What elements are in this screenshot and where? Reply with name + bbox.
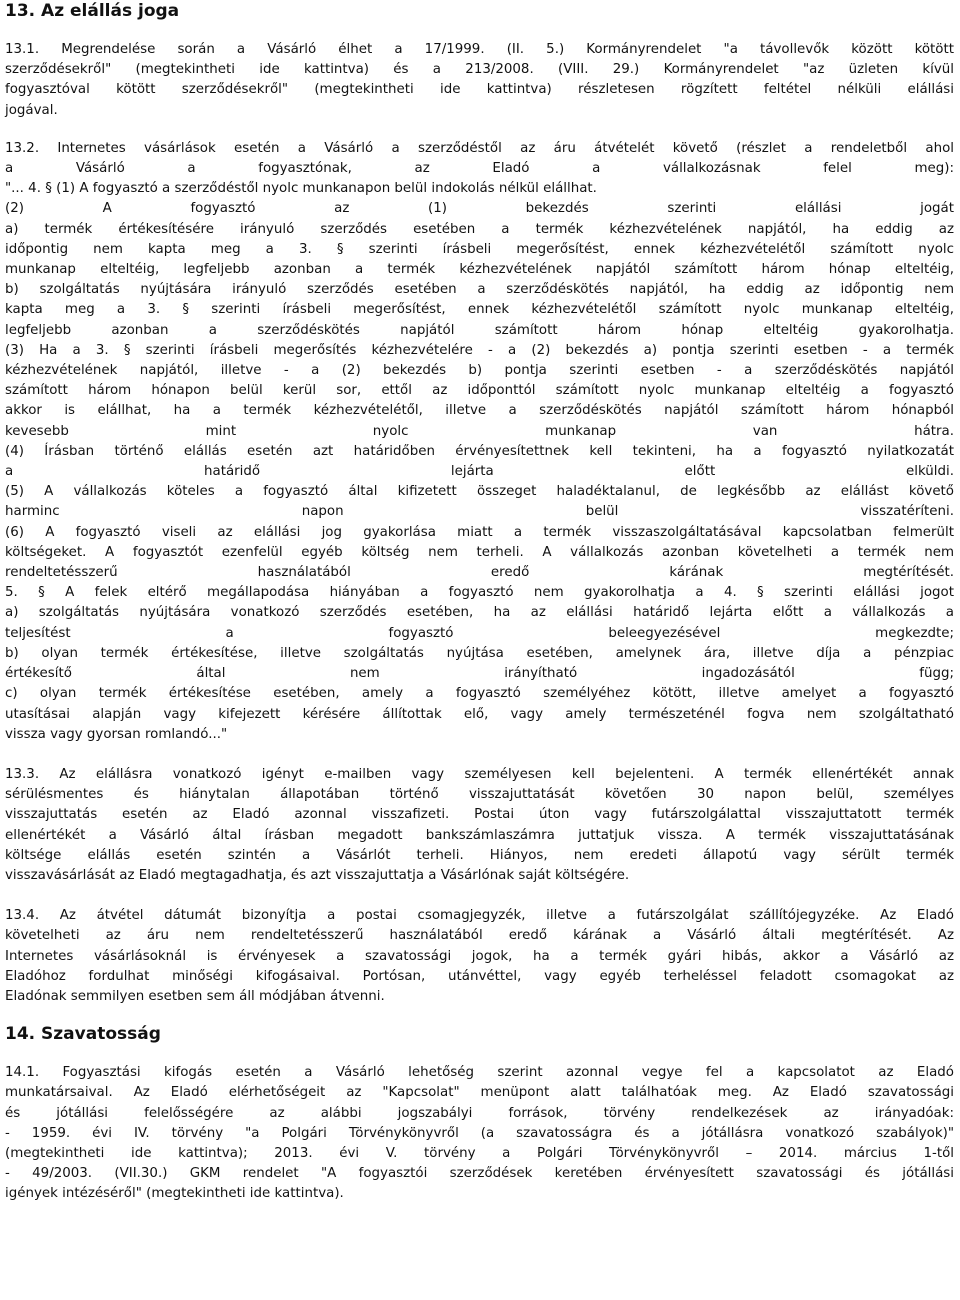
paragraph-13-3 <box>5 765 954 886</box>
text-line: költségeket. A fogyasztót ezenfelül egyéb költség nem terheli. A vállalkozás azonban követelheti a termék nem <box>5 544 954 560</box>
text-line: (5) A vállalkozás köteles a fogyasztó által kifizetett összeget haladéktalanul, de legkésőbb az elállást követő <box>5 484 954 500</box>
text-line: harminc napon belül visszatéríteni. <box>5 504 954 520</box>
text-line: fogyasztóval kötött szerződésekről" (megtekintheti ide kattintva) részletesen rögzített feltétel nélküli elállási <box>5 82 954 98</box>
text-line: a határidő lejárta előtt elküldi. <box>5 464 954 480</box>
text-line: c) olyan termék értékesítése esetében, amely a fogyasztó személyéhez kötött, illetve amelyet a fogyasztó <box>5 686 954 702</box>
text-line: 13.2. Internetes vásárlások esetén a Vásárló a szerződéstől az áru átvételét követő (részlet a rendeletből ahol <box>5 140 954 156</box>
text-line: Eladóhoz fordulhat minőségi kifogásaival. Portósan, utánvéttel, vagy egyéb terheléssel feladott csomagokat az <box>5 968 954 984</box>
text-line: számított három hónapon belül kerül sor, ettől az időponttól számított nyolc munkanap elteltéig a fogyasztó <box>5 383 954 399</box>
text-line: ellenértékét a Vásárló által írásban megadott bankszámlaszámra juttatjuk vissza. A termék visszajuttatásának <box>5 827 954 843</box>
text-line: költsége elállás esetén szintén a Vásárlót terheli. Hiányos, nem eredeti állapotú vagy sérült termék <box>5 847 954 863</box>
text-line: visszajuttatás esetén az Eladó azonnal visszafizeti. Postai úton vagy futárszolgálattal visszajuttatott termék <box>5 807 954 823</box>
text-line: utasításai alapján vagy kifejezett kérésére állítottak elő, vagy amely természeténél fogva nem szolgáltatható <box>5 706 954 722</box>
paragraph-13-2 <box>5 139 954 745</box>
text-line: kapta meg a 3. § szerinti írásbeli megerősítést, ennek kézhezvételétől számított nyolc munkanap elteltéig, <box>5 302 954 318</box>
text-line: rendeltetésszerű használatából eredő kárának megtérítését. <box>5 565 954 581</box>
text-line: időpontig nem kapta meg a 3. § szerinti írásbeli megerősítést, ennek kézhezvételétől számított nyolc <box>5 241 954 257</box>
text-line: teljesítést a fogyasztó beleegyezésével megkezdte; <box>5 625 954 641</box>
text-line: (3) Ha a 3. § szerinti írásbeli megerősítés kézhezvételére - a (2) bekezdés a) pontja szerinti esetben - a termék <box>5 342 954 358</box>
text-line: 5. § A felek eltérő megállapodása hiányában a fogyasztó nem gyakorolhatja a 4. § szerinti elállási jogot <box>5 585 954 601</box>
text-line: kevesebb mint nyolc munkanap van hátra. <box>5 423 954 439</box>
text-line: 14.1. Fogyasztási kifogás esetén a Vásárló lehetőség szerint azonnal vegye fel a kapcsolatot az Eladó <box>5 1065 954 1081</box>
text-line: - 1959. évi IV. törvény "a Polgári Törvénykönyvről (a szavatosságra és a jótállásra vonatkozó szabályok)" <box>5 1125 954 1141</box>
text-line: 13.3. Az elállásra vonatkozó igényt e-mailben vagy személyesen kell bejelenteni. A termék ellenértékét annak <box>5 766 954 782</box>
text-line: 13.4. Az átvétel dátumát bizonyítja a postai csomagjegyzék, illetve a futárszolgálat szállítójegyzéke. Az Eladó <box>5 908 954 924</box>
text-line: visszavásárlását az Eladó megtagadhatja, és azt visszajuttatja a Vásárlónak saját költségére. <box>5 867 630 883</box>
text-line: munkanap elteltéig, legfeljebb azonban a termék kézhezvételének napjától számított három hónap elteltéig, <box>5 262 954 278</box>
section-14-title: 14. Szavatosság <box>5 1024 161 1045</box>
text-line: b) szolgáltatás nyújtására irányuló szerződés esetében a szerződéskötés napjától, ha eddig az időpontig nem <box>5 282 954 298</box>
text-line: (2) A fogyasztó az (1) bekezdés szerinti elállási jogát <box>5 201 954 217</box>
text-line: legfeljebb azonban a szerződéskötés napjától számított három hónap elteltéig gyakorolhatja. <box>5 322 954 338</box>
text-line: követelheti az áru nem rendeltetésszerű használatából eredő kárának a Vásárló általi megtérítését. Az <box>5 928 954 944</box>
text-line: jogával. <box>5 102 58 118</box>
text-line: vissza vagy gyorsan romlandó..." <box>5 726 228 742</box>
text-line: b) olyan termék értékesítése, illetve szolgáltatás nyújtása esetében, amelynek ára, illetve díja a pénzpiac <box>5 645 954 661</box>
text-line: 13.1. Megrendelése során a Vásárló élhet a 17/1999. (II. 5.) Kormányrendelet "a távollevők között kötött <box>5 42 954 57</box>
text-line: Eladónak semmilyen esetben sem áll módjában átvenni. <box>5 988 385 1004</box>
paragraph-13-4 <box>5 906 954 1007</box>
text-line: a) szolgáltatás nyújtására vonatkozó szerződés esetében, ha az elállási határidő lejárta előtt a vállalkozás a <box>5 605 954 621</box>
paragraph-14-1 <box>5 1063 954 1204</box>
text-line: szerződésekről" (megtekintheti ide kattintva) és a 213/2008. (VIII. 29.) Kormányrendelet "az üzleten kívül <box>5 62 954 78</box>
text-line: akkor is elállhat, ha a termék kézhezvételétől, illetve a szerződéskötés napjától számított három hónapból <box>5 403 954 419</box>
text-line: értékesítő által nem irányítható ingadozásától függ; <box>5 666 954 682</box>
text-line: a) termék értékesítésére irányuló szerződés esetében a termék kézhezvételének napjától, ha eddig az <box>5 221 954 237</box>
text-line: kézhezvételének napjától, illetve - a (2) bekezdés b) pontja szerinti esetben - a szerződéskötés napjától <box>5 363 954 379</box>
text-line: igények intézéséről" (megtekintheti ide kattintva). <box>5 1186 344 1202</box>
text-line: sérülésmentes és hiánytalan állapotában történő visszajuttatását követően 30 napon belül, személyes <box>5 787 954 803</box>
text-line: munkatársaival. Az Eladó elérhetőségeit az "Kapcsolat" menüpont alatt találhatóak meg. Az Eladó szavatossági <box>5 1085 954 1101</box>
text-line: a Vásárló a fogyasztónak, az Eladó a vállalkozásnak felel meg): <box>5 161 954 177</box>
text-line: (4) Írásban történő elállás esetén azt határidőben érvényesítettnek kell tekinteni, ha a fogyasztó nyilatkozatát <box>5 443 954 459</box>
text-line: "... 4. § (1) A fogyasztó a szerződéstől nyolc munkanapon belül indokolás nélkül elállhat. <box>5 181 597 197</box>
text-line: - 49/2003. (VII.30.) GKM rendelet "A fogyasztói szerződések keretében érvényesített szavatossági és jótállási <box>5 1166 954 1182</box>
text-line: (megtekintheti ide kattintva); 2013. évi V. törvény a Polgári Törvénykönyvről – 2014. március 1-től <box>5 1145 954 1161</box>
text-line: Internetes vásárlásoknál is érvényesek a szavatossági jogok, ha a termék gyári hibás, akkor a Vásárló az <box>5 948 954 964</box>
text-line: (6) A fogyasztó viseli az elállási jog gyakorlása miatt a termék visszaszolgáltatásával kapcsolatban felmerült <box>5 524 954 540</box>
paragraph-13-1 <box>5 40 954 121</box>
text-line: és jótállási felelősségére az alábbi jogszabályi források, törvény rendelkezések az irányadóak: <box>5 1105 954 1121</box>
section-13-title: 13. Az elállás joga <box>5 1 180 21</box>
